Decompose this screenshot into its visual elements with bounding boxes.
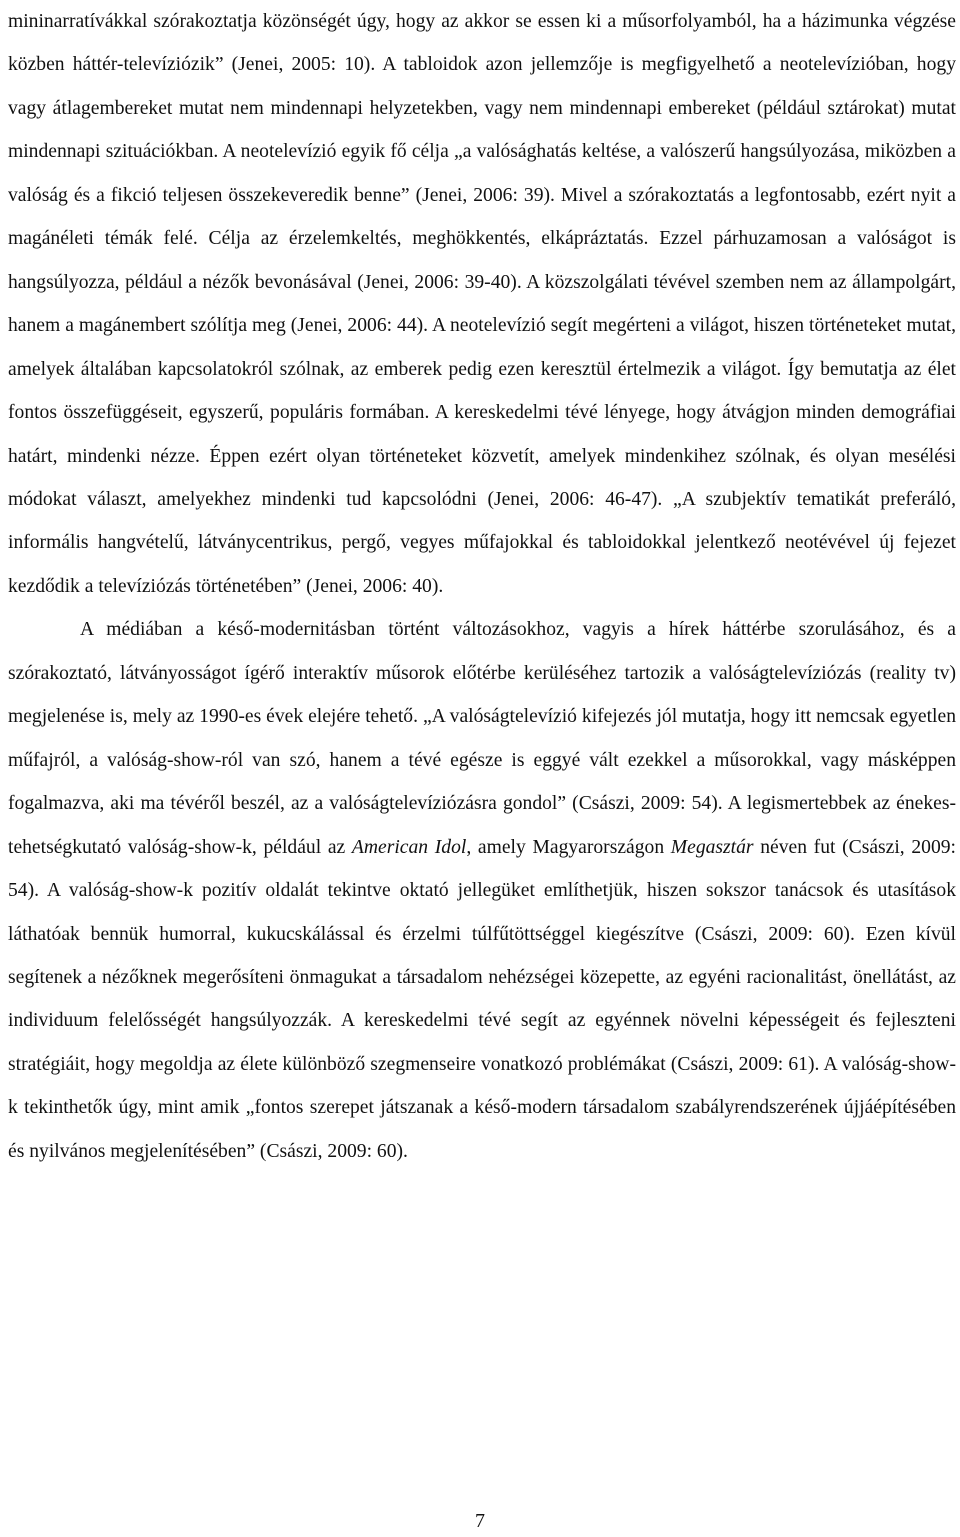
text-run: , amely Magyarországon (466, 836, 671, 858)
body-text (8, 0, 956, 1173)
paragraph-2 (8, 608, 956, 1173)
paragraph-1 (8, 0, 956, 608)
text-run: mininarratívákkal szórakoztatja közönségét úgy, hogy az akkor se essen ki a műsorfolyamból, ha a házimunka végzése közben háttér-televíziózik” (Jenei, 2005: 10). A tabloidok azon jellemzője is megfigyelhető a neotelevízióban, hogy vagy átlagembereket mutat nem mindennapi helyzetekben, vagy nem mindennapi embereket (például sztárokat) mutat mindennapi szituációkban. A neotelevízió egyik fő célja „a valósághatás keltése, a valószerű hangsúlyozása, miközben a valóság és a fikció teljesen összekeveredik benne” (Jenei, 2006: 39). Mivel a szórakoztatás a legfontosabb, ezért nyit a magánéleti témák felé. Célja az érzelemkeltés, meghökkentés, elkápráztatás. Ezzel párhuzamosan a valóságot is hangsúlyozza, például a nézők bevonásával (Jenei, 2006: 39-40). A közszolgálati tévével szemben nem az állampolgárt, hanem a magánembert szólítja meg (Jenei, 2006: 44). A neotelevízió segít megérteni a világot, hiszen történeteket mutat, amelyek általában kapcsolatokról szólnak, az emberek pedig ezen keresztül értelmezik a világot. Így bemutatja az élet fontos összefüggéseit, egyszerű, populáris formában. A kereskedelmi tévé lényege, hogy átvágjon minden demográfiai határt, mindenki nézze. Éppen ezért olyan történeteket közvetít, amelyek mindenkihez szólnak, és olyan mesélési módokat választ, amelyekhez mindenki tud kapcsolódni (Jenei, 2006: 46-47). „A szubjektív tematikát preferáló, informális hangvételű, látványcentrikus, pergő, vegyes műfajokkal és tabloidokkal jelentkező neotévével új fejezet kezdődik a televíziózás történetében” (Jenei, 2006: 40). (8, 11, 956, 597)
italic-title-text: Megasztár (670, 836, 754, 858)
page-number: 7 (475, 1510, 485, 1532)
text-run: A médiában a késő-modernitásban történt változásokhoz, vagyis a hírek háttérbe szorulásához, és a szórakoztató, látványosságot ígérő interaktív műsorok előtérbe kerüléséhez tartozik a valóságtelevíziózás (reality tv) megjelenése is, mely az 1990-es évek elejére tehető. „A valóságtelevízió kifejezés jól mutatja, hogy itt nemcsak egyetlen műfajról, a valóság-show-ról van szó, hanem a tévé egésze is eggyé vált ezekkel a műsorokkal, vagy másképpen fogalmazva, aki ma tévéről beszél, az a valóságtelevíziózásra gondol” (Császi, 2009: 54). A legismertebbek az énekes-tehetségkutató valóság-show-k, például az (8, 619, 956, 858)
text-run: néven fut (Császi, 2009: 54). A valóság-show-k pozitív oldalát tekintve oktató jellegüket említhetjük, hiszen sokszor tanácsok és utasítások láthatóak bennük humorral, kukucskálással és érzelmi túlfűtöttséggel kiegészítve (Császi, 2009: 60). Ezen kívül segítenek a nézőknek megerősíteni önmagukat a társadalom nehézségei közepette, az egyéni racionalitást, önellátást, az individuum felelősségét hangsúlyozzák. A kereskedelmi tévé segít az egyénnek növelni képességeit és fejleszteni stratégiáit, hogy megoldja az élete különböző szegmenseire vonatkozó problémákat (Császi, 2009: 61). A valóság-show-k tekinthetők úgy, mint amik „fontos szerepet játszanak a késő-modern társadalom szabályrendszerének újjáépítésében és nyilvános megjelenítésében” (Császi, 2009: 60). (8, 836, 956, 1162)
italic-title-text: American Idol (351, 836, 467, 858)
